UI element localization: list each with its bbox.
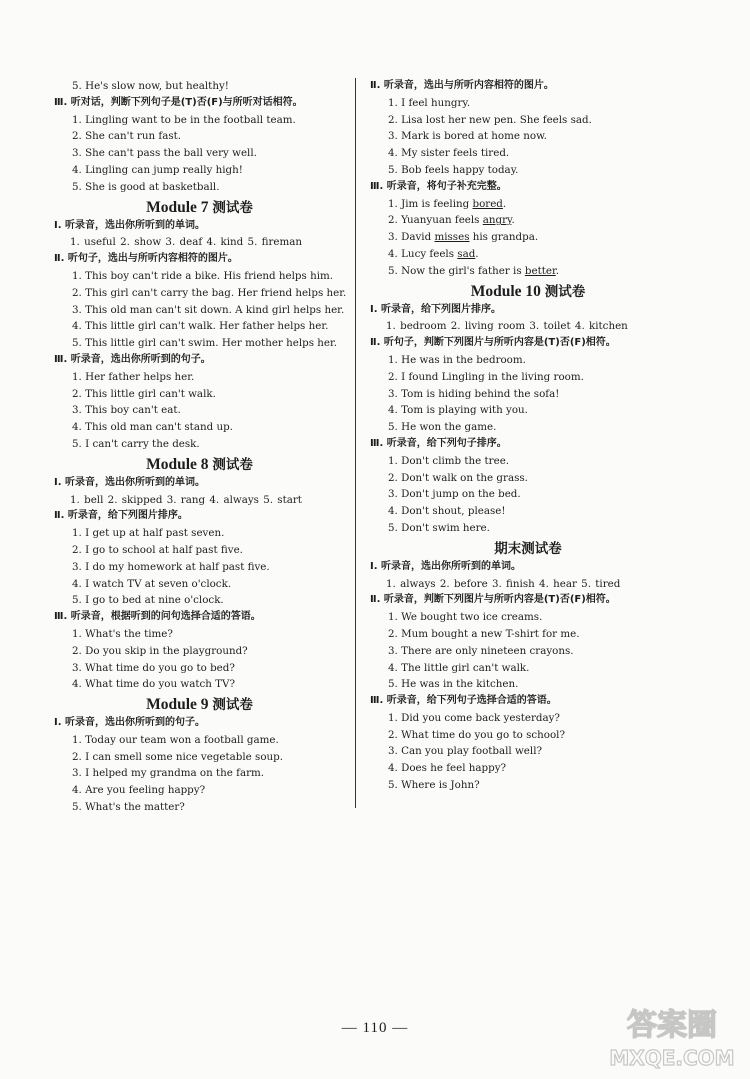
- answer-item: 3. This old man can't sit down. A kind girl helps her.: [72, 303, 345, 316]
- answer-item: 5. I can't carry the desk.: [72, 437, 200, 450]
- question-heading: Ⅰ. 听录音，选出你所听到的单词。: [54, 219, 206, 231]
- filled-answer: bored: [472, 197, 503, 210]
- question-heading: Ⅱ. 听句子，判断下列图片与所听内容是(T)否(F)相符。: [370, 337, 616, 349]
- section-title: [368, 538, 688, 559]
- answer-item: 5. I go to bed at nine o'clock.: [72, 594, 224, 607]
- answer-item: 1. I get up at half past seven.: [72, 527, 225, 540]
- answer-item: 1. This boy can't ride a bike. His friend helps him.: [72, 269, 334, 282]
- answer-item: 2. Do you skip in the playground?: [72, 644, 248, 657]
- answer-item: 4. Lingling can jump really high!: [72, 163, 243, 176]
- answer-item: 4. This little girl can't walk. Her father helps her.: [72, 320, 329, 333]
- answer-item: 1. Today our team won a football game.: [72, 733, 279, 746]
- question-heading: Ⅲ. 听对话，判断下列句子是(T)否(F)与所听对话相符。: [54, 96, 303, 108]
- question-heading: Ⅰ. 听录音，选出你所听到的单词。: [370, 560, 522, 572]
- section-title: [368, 281, 688, 302]
- question-heading: Ⅲ. 听录音，给下列句子选择合适的答语。: [370, 695, 557, 707]
- answer-item: 3. This boy can't eat.: [72, 404, 181, 417]
- right-column: [368, 78, 688, 794]
- filled-answer: angry: [482, 214, 512, 227]
- answer-item: 4. I watch TV at seven o'clock.: [72, 577, 232, 590]
- answer-item: 4. This old man can't stand up.: [72, 421, 233, 434]
- answer-item: [368, 229, 688, 246]
- answer-item: 1. Lingling want to be in the football team.: [72, 113, 296, 126]
- filled-answer: sad: [457, 247, 476, 260]
- word-list: 1. bedroom 2. living room 3. toilet 4. kitchen: [386, 320, 628, 333]
- question-heading: Ⅲ. 听录音，给下列句子排序。: [370, 437, 507, 449]
- item-text: 3. David: [388, 231, 435, 244]
- left-column: [52, 78, 347, 816]
- question-heading: Ⅱ. 听句子，选出与所听内容相符的图片。: [54, 253, 238, 265]
- section-title-suffix: 测试卷: [212, 697, 253, 714]
- answer-item: 1. I feel hungry.: [388, 96, 471, 109]
- answer-item: [368, 196, 688, 213]
- question-heading: Ⅱ. 听录音，给下列图片排序。: [54, 510, 188, 522]
- column-divider: [355, 78, 356, 808]
- section-title-suffix: 测试卷: [212, 199, 253, 216]
- answer-item: 3. Don't jump on the bed.: [388, 488, 521, 501]
- item-text-end: .: [502, 197, 507, 210]
- answer-item: 5. What's the matter?: [72, 801, 185, 814]
- answer-item: 4. What time do you watch TV?: [72, 678, 235, 691]
- question-heading: Ⅰ. 听录音，选出你所听到的单词。: [54, 476, 206, 488]
- answer-item: 2. Mum bought a new T-shirt for me.: [388, 627, 580, 640]
- answer-item: 5. This little girl can't swim. Her mother helps her.: [72, 337, 338, 350]
- answer-item: 5. She is good at basketball.: [72, 180, 220, 193]
- item-text: 2. Yuanyuan feels: [388, 214, 483, 227]
- answer-item: 5. He was in the kitchen.: [388, 678, 519, 691]
- filled-answer: misses: [434, 231, 470, 244]
- section-title-text: Module 10: [470, 282, 545, 300]
- answer-item: 3. She can't pass the ball very well.: [72, 147, 257, 160]
- section-title-text: Module 8: [146, 455, 213, 473]
- answer-item: 1. Don't climb the tree.: [388, 454, 510, 467]
- watermark-line1: 答案圈: [627, 1008, 717, 1043]
- answer-item: 2. She can't run fast.: [72, 130, 182, 143]
- item-text: 1. Jim is feeling: [388, 197, 473, 210]
- watermark-logo: [602, 1001, 742, 1073]
- answer-item: 3. Mark is bored at home now.: [388, 130, 547, 143]
- item-text-end: .: [555, 264, 560, 277]
- section-title-text: Module 9: [146, 696, 213, 714]
- answer-item: [368, 246, 688, 263]
- section-title-suffix: 测试卷: [212, 456, 253, 473]
- answer-item: 4. My sister feels tired.: [388, 147, 510, 160]
- answer-item: 2. I can smell some nice vegetable soup.: [72, 750, 284, 763]
- answer-item: 5. Bob feels happy today.: [388, 163, 519, 176]
- answer-item: 2. I found Lingling in the living room.: [388, 370, 584, 383]
- section-title: [52, 694, 347, 715]
- answer-item: 5. He's slow now, but healthy!: [72, 80, 229, 92]
- question-heading: Ⅱ. 听录音，选出与所听内容相符的图片。: [370, 80, 554, 91]
- answer-item: 1. What's the time?: [72, 627, 173, 640]
- answer-item: 2. I go to school at half past five.: [72, 543, 243, 556]
- question-heading: Ⅲ. 听录音，选出你所听到的句子。: [54, 353, 211, 365]
- answer-item: 5. He won the game.: [388, 421, 497, 434]
- item-text: 5. Now the girl's father is: [388, 264, 525, 277]
- answer-item: 3. There are only nineteen crayons.: [388, 644, 574, 657]
- word-list: 1. useful 2. show 3. deaf 4. kind 5. fireman: [70, 236, 303, 249]
- answer-item: 3. Tom is hiding behind the sofa!: [388, 387, 560, 400]
- question-heading: Ⅰ. 听录音，选出你所听到的句子。: [54, 717, 206, 729]
- answer-item: 1. Did you come back yesterday?: [388, 711, 560, 724]
- filled-answer: better: [524, 264, 556, 277]
- word-list: 1. always 2. before 3. finish 4. hear 5. tired: [386, 577, 621, 590]
- question-heading: Ⅱ. 听录音，判断下列图片与所听内容是(T)否(F)相符。: [370, 594, 616, 606]
- answer-item: 3. I helped my grandma on the farm.: [72, 767, 265, 780]
- section-title: [52, 454, 347, 475]
- word-list: 1. bell 2. skipped 3. rang 4. always 5. start: [70, 493, 302, 506]
- section-title: [52, 197, 347, 218]
- answer-item: 5. Where is John?: [388, 779, 480, 792]
- answer-item: 4. Are you feeling happy?: [72, 784, 206, 797]
- section-title-suffix: 测试卷: [544, 283, 586, 300]
- page-number: — 110 —: [341, 1020, 409, 1036]
- answer-item: 3. Can you play football well?: [388, 745, 543, 758]
- answer-item: 2. Lisa lost her new pen. She feels sad.: [388, 113, 592, 126]
- answer-item: 1. He was in the bedroom.: [388, 353, 526, 366]
- item-text-end: .: [475, 247, 479, 260]
- item-text-end: his grandpa.: [469, 231, 539, 244]
- answer-item: 1. Her father helps her.: [72, 370, 195, 383]
- answer-item: 2. This girl can't carry the bag. Her friend helps her.: [72, 286, 347, 299]
- question-heading: Ⅲ. 听录音，将句子补充完整。: [370, 180, 507, 192]
- section-title-text: Module 7: [146, 198, 213, 216]
- answer-item: 2. What time do you go to school?: [388, 728, 565, 741]
- answer-item: 2. Don't walk on the grass.: [388, 471, 528, 484]
- answer-item: 5. Don't swim here.: [388, 521, 490, 534]
- item-text-end: .: [511, 214, 515, 227]
- item-text: 4. Lucy feels: [388, 247, 458, 260]
- question-heading: Ⅰ. 听录音，给下列图片排序。: [370, 303, 502, 315]
- question-heading: Ⅲ. 听录音，根据听到的问句选择合适的答语。: [54, 611, 261, 623]
- answer-item: [368, 212, 688, 229]
- answer-item: 4. Does he feel happy?: [388, 762, 507, 775]
- answer-item: 1. We bought two ice creams.: [388, 611, 543, 624]
- answer-item: 2. This little girl can't walk.: [72, 387, 216, 400]
- answer-item: 4. Tom is playing with you.: [388, 404, 528, 417]
- answer-item: 3. What time do you go to bed?: [72, 661, 235, 674]
- watermark-line2: MXQE.COM: [609, 1046, 735, 1070]
- answer-item: 4. The little girl can't walk.: [388, 661, 530, 674]
- section-title-suffix: 期末测试卷: [494, 540, 562, 557]
- answer-item: [368, 263, 688, 280]
- answer-item: 3. I do my homework at half past five.: [72, 560, 270, 573]
- answer-item: 4. Don't shout, please!: [388, 505, 506, 518]
